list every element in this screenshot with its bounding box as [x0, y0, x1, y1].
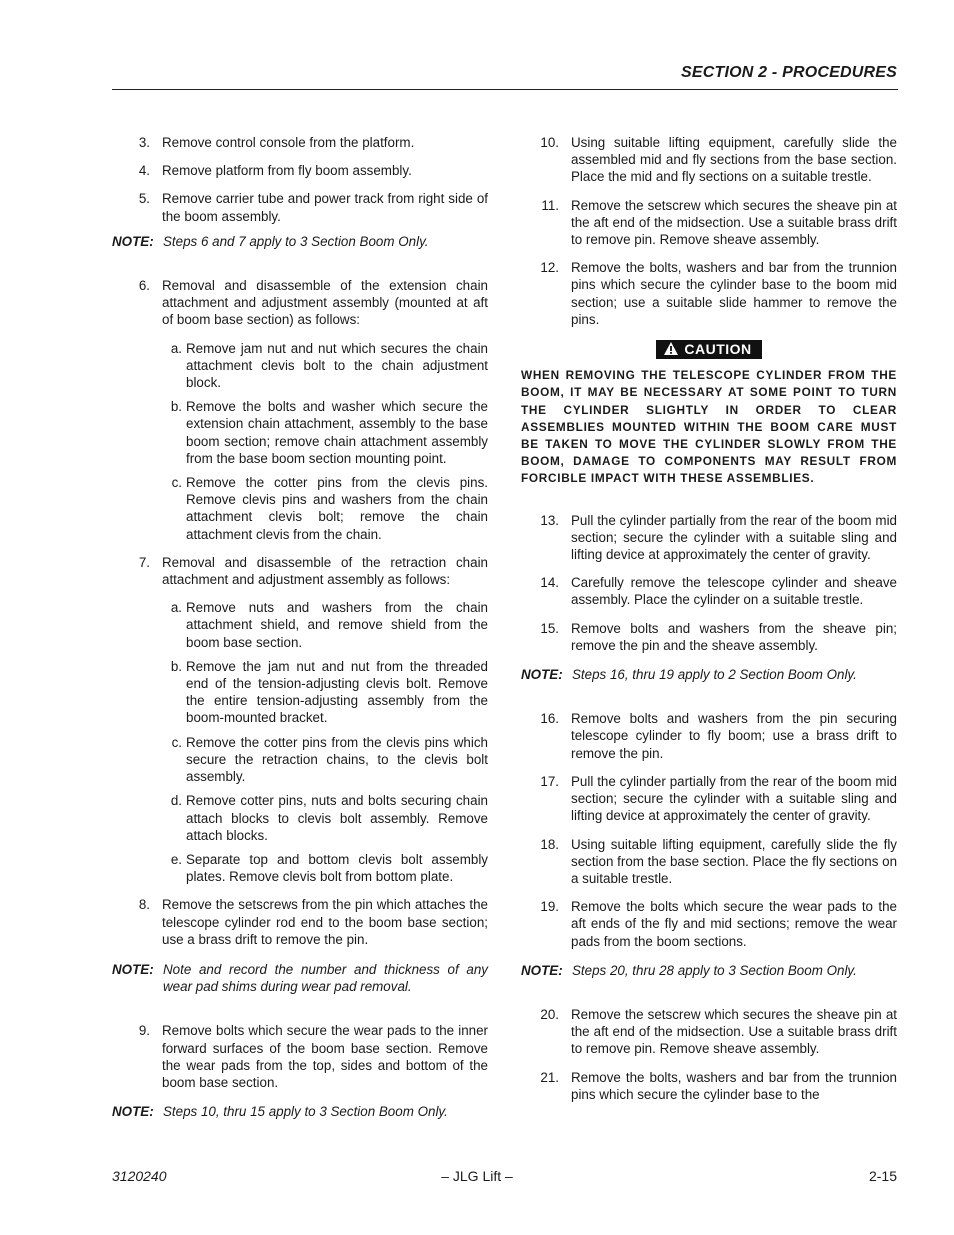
- note-steps-20-28: NOTE: Steps 20, thru 28 apply to 3 Section Boom Only.: [521, 962, 857, 978]
- note-steps-6-7: NOTE: Steps 6 and 7 apply to 3 Section Boom Only.: [112, 233, 429, 249]
- step-16: 16. Remove bolts and washers from the pin securing telescope cylinder to fly boom; use a brass drift to remove the pin.: [540, 711, 897, 761]
- step-19: 19. Remove the bolts which secure the wear pads to the aft ends of the fly and mid sections; remove the wear pads from the boom sections.: [540, 899, 897, 949]
- step-8: 8. Remove the setscrews from the pin which attaches the telescope cylinder rod end to the boom base section; use a brass drift to remove the pin.: [138, 897, 488, 947]
- step-7: 7. Removal and disassemble of the retraction chain attachment and adjustment assembly as follows:: [138, 554, 488, 588]
- step-17: 17. Pull the cylinder partially from the rear of the boom mid section; secure the cylinder with a suitable sling and lifting device at approximately the center of gravity.: [540, 773, 897, 824]
- step-7b: b. Remove the jam nut and nut from the threaded end of the tension-adjusting clevis bolt. Remove the entire tension-adjusting assembly from the boom-mounted bracket.: [170, 658, 488, 726]
- step-6: 6. Removal and disassemble of the extension chain attachment and adjustment assembly (mounted at aft of boom base section) as follows:: [138, 278, 488, 328]
- warning-triangle-icon: [664, 342, 678, 355]
- footer-page-number: 2-15: [868, 1168, 897, 1184]
- note-steps-10-15: NOTE: Steps 10, thru 15 apply to 3 Section Boom Only.: [112, 1104, 448, 1120]
- step-13: 13. Pull the cylinder partially from the rear of the boom mid section; secure the cylinder with a suitable sling and lifting device at approximately the center of gravity.: [540, 512, 897, 563]
- footer-doc-number: 3120240: [112, 1168, 167, 1184]
- step-21: 21. Remove the bolts, washers and bar from the trunnion pins which secure the cylinder base to the: [540, 1069, 897, 1102]
- caution-text: WHEN REMOVING THE TELESCOPE CYLINDER FROM THE BOOM, IT MAY BE NECESSARY AT SOME POINT TO TURN THE CYLINDER SLIGHTLY IN ORDER TO CLEAR ASSEMBLIES MOUNTED WITHIN THE BOOM CARE MUST BE TAKEN TO MOVE THE CYLINDER SLOWLY FROM THE BOOM, DAMAGE TO COMPONENTS MAY RESULT FROM FORCIBLE IMPACT WITH THESE ASSEMBLIES.: [521, 368, 897, 486]
- step-18: 18. Using suitable lifting equipment, carefully slide the fly section from the base section. Place the fly sections on a suitable trestle.: [540, 836, 898, 886]
- step-7e: e. Separate top and bottom clevis bolt assembly plates. Remove clevis bolt from bottom plate.: [170, 851, 488, 885]
- step-14: 14. Carefully remove the telescope cylinder and sheave assembly. Place the cylinder on a suitable trestle.: [540, 575, 897, 608]
- step-7d: d. Remove cotter pins, nuts and bolts securing chain attach blocks to clevis bolt assembly. Remove attach blocks.: [170, 793, 488, 843]
- caution-banner: [521, 340, 897, 359]
- step-15: 15. Remove bolts and washers from the sheave pin; remove the pin and the sheave assembly.: [540, 620, 897, 653]
- step-11: 11. Remove the setscrew which secures the sheave pin at the aft end of the midsection. Use a suitable brass drift to remove pin. Remove sheave assembly.: [541, 197, 897, 248]
- step-3: 3. Remove control console from the platform.: [138, 135, 415, 150]
- step-12: 12. Remove the bolts, washers and bar from the trunnion pins which secure the cylinder base to the boom mid section; use a suitable slide hammer to remove the pins.: [540, 260, 897, 327]
- header-rule: [112, 89, 898, 90]
- step-20: 20. Remove the setscrew which secures the sheave pin at the aft end of the midsection. Use a suitable brass drift to remove pin. Remove sheave assembly.: [540, 1006, 897, 1057]
- note-steps-16-19: NOTE: Steps 16, thru 19 apply to 2 Section Boom Only.: [521, 667, 857, 683]
- step-5: 5. Remove carrier tube and power track from right side of the boom assembly.: [138, 191, 488, 224]
- right-column: [521, 134, 897, 1114]
- step-7a: a. Remove nuts and washers from the chain attachment shield, and remove shield from the boom base section.: [170, 600, 488, 650]
- step-9: 9. Remove bolts which secure the wear pads to the inner forward surfaces of the boom base section. Remove the wear pads from the top, sides and bottom of the boom base section.: [138, 1023, 488, 1090]
- step-10: 10. Using suitable lifting equipment, carefully slide the assembled mid and fly sections from the base section. Place the mid and fly sections on a suitable trestle.: [540, 135, 897, 185]
- caution-label: CAUTION: [656, 340, 761, 359]
- step-7c: c. Remove the cotter pins from the clevis pins which secure the retraction chains, to the clevis bolt assembly.: [171, 734, 488, 785]
- section-title: SECTION 2 - PROCEDURES: [681, 64, 897, 81]
- step-4: 4. Remove platform from fly boom assembly.: [138, 163, 412, 179]
- note-wear-pad-shims: NOTE: Note and record the number and thickness of any wear pad shims during wear pad removal.: [112, 961, 488, 995]
- step-6a: a. Remove jam nut and nut which secures the chain attachment clevis bolt to the chain adjustment block.: [170, 340, 488, 391]
- step-6c: c. Remove the cotter pins from the clevis pins. Remove clevis pins and washers from the chain attachment clevis bolt; remove the chain attachment clevis from the chain.: [171, 475, 488, 542]
- footer-brand: – JLG Lift –: [441, 1168, 513, 1184]
- step-6b: b. Remove the bolts and washer which secure the extension chain attachment, assembly to the base boom section; remove chain attachment assembly from the base boom section mounting point.: [170, 399, 488, 466]
- left-column: [112, 134, 488, 1147]
